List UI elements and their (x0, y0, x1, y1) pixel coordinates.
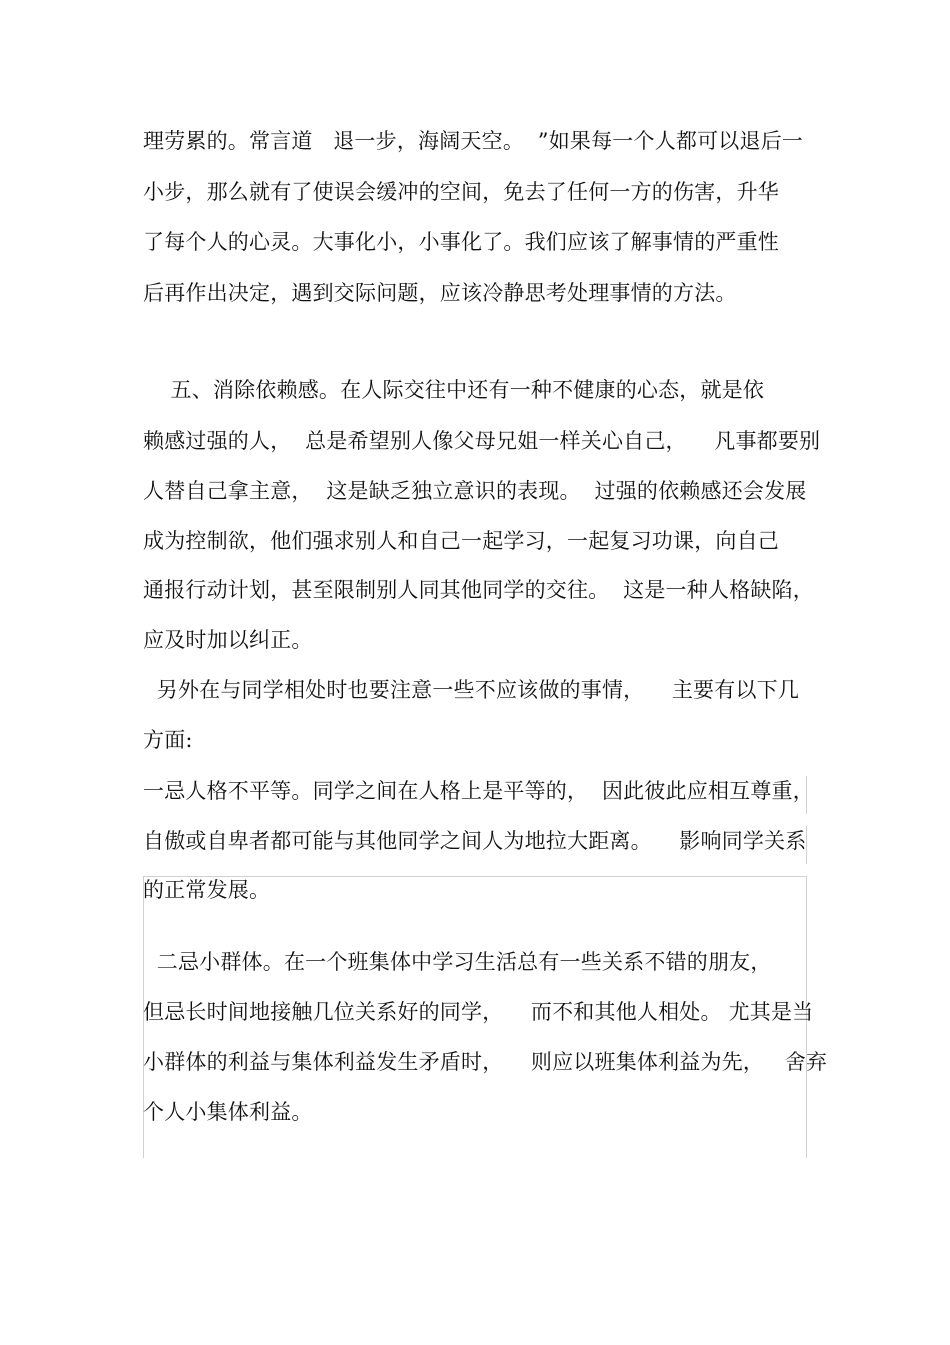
text-line: 应及时加以纠正。 (143, 628, 313, 652)
text-line: 了每个人的心灵。大事化小，小事化了。我们应该了解事情的严重性 (143, 230, 779, 254)
text-line: 人替自己拿主意， 这是缺乏独立意识的表现。 过强的依赖感还会发展 (143, 479, 807, 503)
text-line: 另外在与同学相处时也要注意一些不应该做的事情， 主要有以下几 (143, 678, 800, 702)
text-line: 小群体的利益与集体利益发生矛盾时， 则应以班集体利益为先， 舍弃 (143, 1050, 828, 1074)
text-line: 自傲或自卑者都可能与其他同学之间人为地拉大距离。 影响同学关系 (143, 829, 807, 853)
text-line: 赖感过强的人， 总是希望别人像父母兄姐一样关心自己， 凡事都要别 (143, 429, 821, 453)
text-line: 五、消除依赖感。在人际交往中还有一种不健康的心态，就是依 (143, 378, 765, 402)
text-line: 但忌长时间地接触几位关系好的同学， 而不和其他人相处。 尤其是当 (143, 1000, 814, 1024)
text-line: 二忌小群体。在一个班集体中学习生活总有一些关系不错的朋友， (143, 950, 772, 974)
text-line: 成为控制欲，他们强求别人和自己一起学习，一起复习功课，向自己 (143, 529, 779, 553)
text-line: 个人小集体利益。 (143, 1100, 313, 1124)
text-line: 方面: (143, 728, 193, 752)
text-line: 小步，那么就有了使误会缓冲的空间，免去了任何一方的伤害，升华 (143, 180, 779, 204)
text-line: 的正常发展。 (143, 878, 271, 902)
text-line: 通报行动计划，甚至限制别人同其他同学的交往。 这是一种人格缺陷， (143, 578, 814, 602)
text-line: 一忌人格不平等。同学之间在人格上是平等的， 因此彼此应相互尊重， (143, 779, 814, 803)
text-line: 后再作出决定，遇到交际问题，应该冷静思考处理事情的方法。 (143, 281, 737, 305)
text-line: 理劳累的。常言道 退一步，海阔天空。 ”如果每一个人都可以退后一 (143, 129, 804, 153)
